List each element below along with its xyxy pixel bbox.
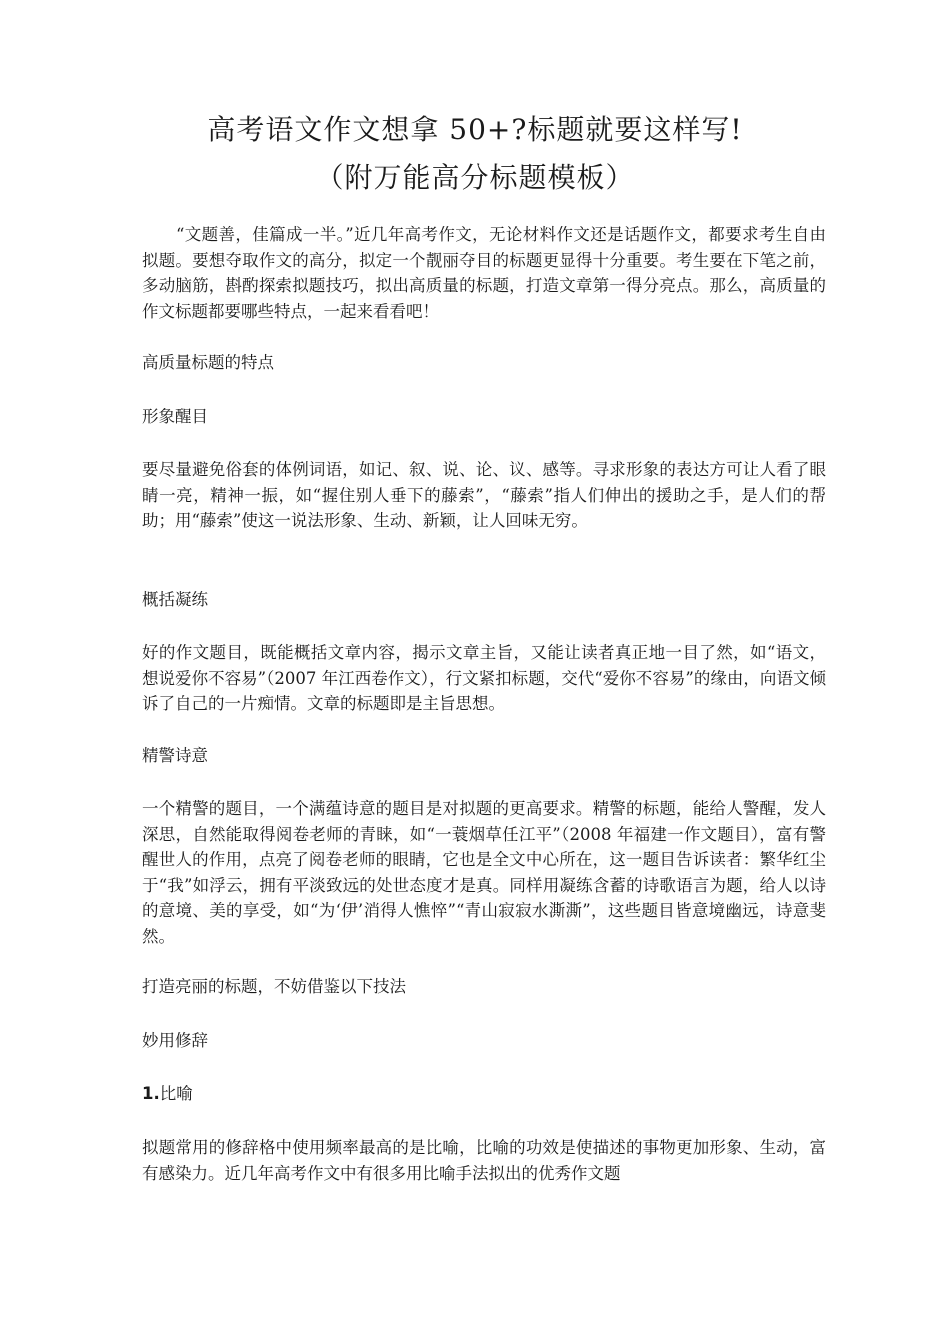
subheading-vivid: 形象醒目	[142, 407, 208, 426]
subheading-rhetoric: 妙用修辞	[142, 1031, 208, 1050]
section-heading-techniques: 打造亮丽的标题，不妨借鉴以下技法	[142, 977, 406, 996]
paragraph-poetic: 一个精警的题目，一个满蕴诗意的题目是对拟题的更高要求。精警的标题，能给人警醒，发人深思，自然能取得阅卷老师的青睐，如“一蓑烟草任江平”（2008 年福建一作文题目），富有警醒世人的作用，点亮了阅卷老师的眼睛，它也是全文中心所在，这一题目告诉读者：繁华红尘于“我”如浮云，拥有平淡致远的处世态度才是真。同样用凝练含蓄的诗歌语言为题，给人以诗的意境、美的享受，如“为‘伊’消得人憔悴”“青山寂寂水澌澌”，这些题目皆意境幽远，诗意斐然。	[142, 799, 826, 946]
subheading-poetic: 精警诗意	[142, 746, 208, 765]
item-number: 1.	[142, 1084, 160, 1103]
item-label: 比喻	[159, 1084, 193, 1103]
paragraph-vivid: 要尽量避免俗套的体例词语，如记、叙、说、论、议、感等。寻求形象的表达方可让人看了眼睛一亮，精神一振，如“握住别人垂下的藤索”，“藤索”指人们伸出的援助之手，是人们的帮助；用“藤索”使这一说法形象、生动、新颖，让人回味无穷。	[142, 460, 826, 530]
paragraph-concise: 好的作文题目，既能概括文章内容，揭示文章主旨，又能让读者真正地一目了然，如“语文，想说爱你不容易”（2007 年江西卷作文），行文紧扣标题，交代“爱你不容易”的缘由，向语文倾诉了自己的一片痴情。文章的标题即是主旨思想。	[142, 643, 826, 713]
item-heading-metaphor	[142, 1081, 193, 1107]
section-heading-features: 高质量标题的特点	[142, 353, 274, 372]
document-title-line1: 高考语文作文想拿 50+?标题就要这样写!	[207, 113, 743, 146]
paragraph-metaphor: 拟题常用的修辞格中使用频率最高的是比喻，比喻的功效是使描述的事物更加形象、生动，富有感染力。近几年高考作文中有很多用比喻手法拟出的优秀作文题	[142, 1138, 826, 1183]
document-title-line2: （附万能高分标题模板）	[315, 161, 635, 194]
subheading-concise: 概括凝练	[142, 590, 208, 609]
intro-paragraph: “文题善，佳篇成一半。”近几年高考作文，无论材料作文还是话题作文，都要求考生自由拟题。要想夺取作文的高分，拟定一个靓丽夺目的标题更显得十分重要。考生要在下笔之前，多动脑筋，斟酌探索拟题技巧，拟出高质量的标题，打造文章第一得分亮点。那么，高质量的作文标题都要哪些特点，一起来看看吧！	[142, 225, 826, 321]
